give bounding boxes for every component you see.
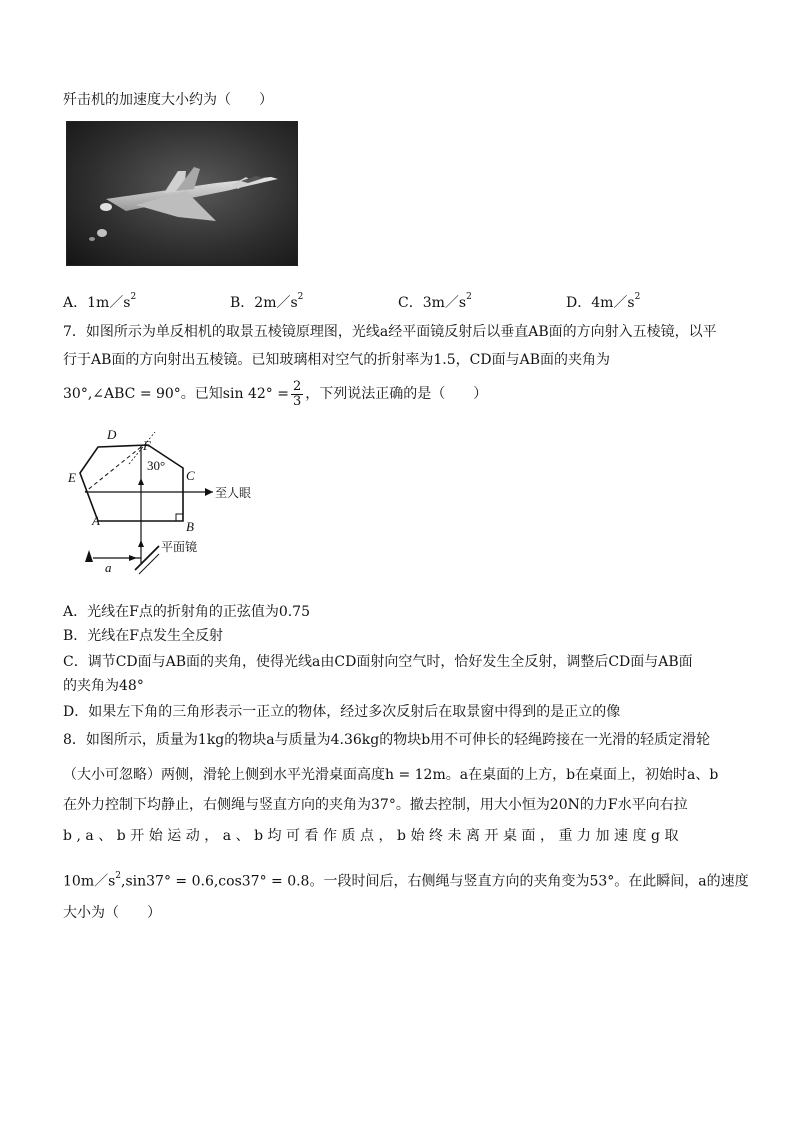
q6-stem-tail: 歼击机的加速度大小约为（ ）	[63, 92, 273, 108]
label-e: E	[68, 470, 76, 485]
fighter-jet-photo	[66, 121, 298, 266]
q7-stem-line-3: 30°,∠ABC = 90°。已知sin 42° = $\frac{2}{3}$ ，下列说法正确的是（ ）	[63, 378, 488, 409]
q7-stem-line-2: 行于AB面的方向射出五棱镜。已知玻璃相对空气的折射率为1.5，CD面与AB面的夹角为	[63, 352, 610, 368]
fraction-two-thirds: $\frac{2}{3}$	[292, 378, 302, 409]
q7-option-c-line-2: 的夹角为48°	[63, 678, 144, 694]
q8-stem-line-5: $10m/s^2,\sin 37^\circ = 0.6,\cos 37^\circ = 0.8$。一段时间后，右侧绳与竖直方向的夹角变为53°。在此瞬间，a的速度	[63, 871, 749, 890]
q8-stem-line-4: b,a、b开始运动，a、b均可看作质点，b始终未离开桌面，重力加速度g取	[63, 828, 683, 844]
label-to-eye: 至人眼	[215, 486, 252, 500]
label-c: C	[186, 468, 195, 483]
q8-stem-line-6: 大小为（ ）	[63, 905, 161, 921]
pentaprism-diagram	[63, 418, 263, 580]
label-f: F	[143, 438, 151, 453]
q6-option-c: C．$3m/s^2$	[398, 292, 472, 311]
q7-option-a: A．光线在F点的折射角的正弦值为0.75	[63, 604, 310, 620]
q7-option-c-line-1: C．调节CD面与AB面的夹角，使得光线a由CD面射向空气时，恰好发生全反射，调整后CD面与AB面	[63, 654, 693, 670]
q8-stem-line-3: 在外力控制下均静止，右侧绳与竖直方向的夹角为37°。撤去控制，用大小恒为20N的力F水平向右拉	[63, 797, 688, 813]
label-d: D	[107, 427, 117, 442]
label-a: A	[92, 513, 100, 528]
q7-option-b: B．光线在F点发生全反射	[63, 628, 224, 644]
q8-stem-line-1: 8．如图所示，质量为1kg的物块a与质量为4.36kg的物块b用不可伸长的轻绳跨接在一光滑的轻质定滑轮	[63, 732, 711, 748]
label-plane-mirror: 平面镜	[161, 540, 198, 554]
label-ray-a: a	[105, 560, 112, 575]
q6-option-d: D．$4m/s^2$	[566, 292, 641, 311]
q7-stem-line-1: 7．如图所示为单反相机的取景五棱镜原理图，光线a经平面镜反射后以垂直AB面的方向射入五棱镜，以平	[63, 324, 717, 340]
q7-option-d: D．如果左下角的三角形表示一正立的物体，经过多次反射后在取景窗中得到的是正立的像	[63, 704, 621, 720]
q8-stem-line-2: （大小可忽略）两侧，滑轮上侧到水平光滑桌面高度h = 12m。a在桌面的上方，b在桌面上，初始时a、b	[63, 767, 719, 783]
q6-option-a: A．$1m/s^2$	[63, 292, 137, 311]
q6-option-b: B．$2m/s^2$	[230, 292, 304, 311]
label-b: B	[186, 519, 194, 534]
label-angle-30: 30°	[147, 458, 166, 473]
